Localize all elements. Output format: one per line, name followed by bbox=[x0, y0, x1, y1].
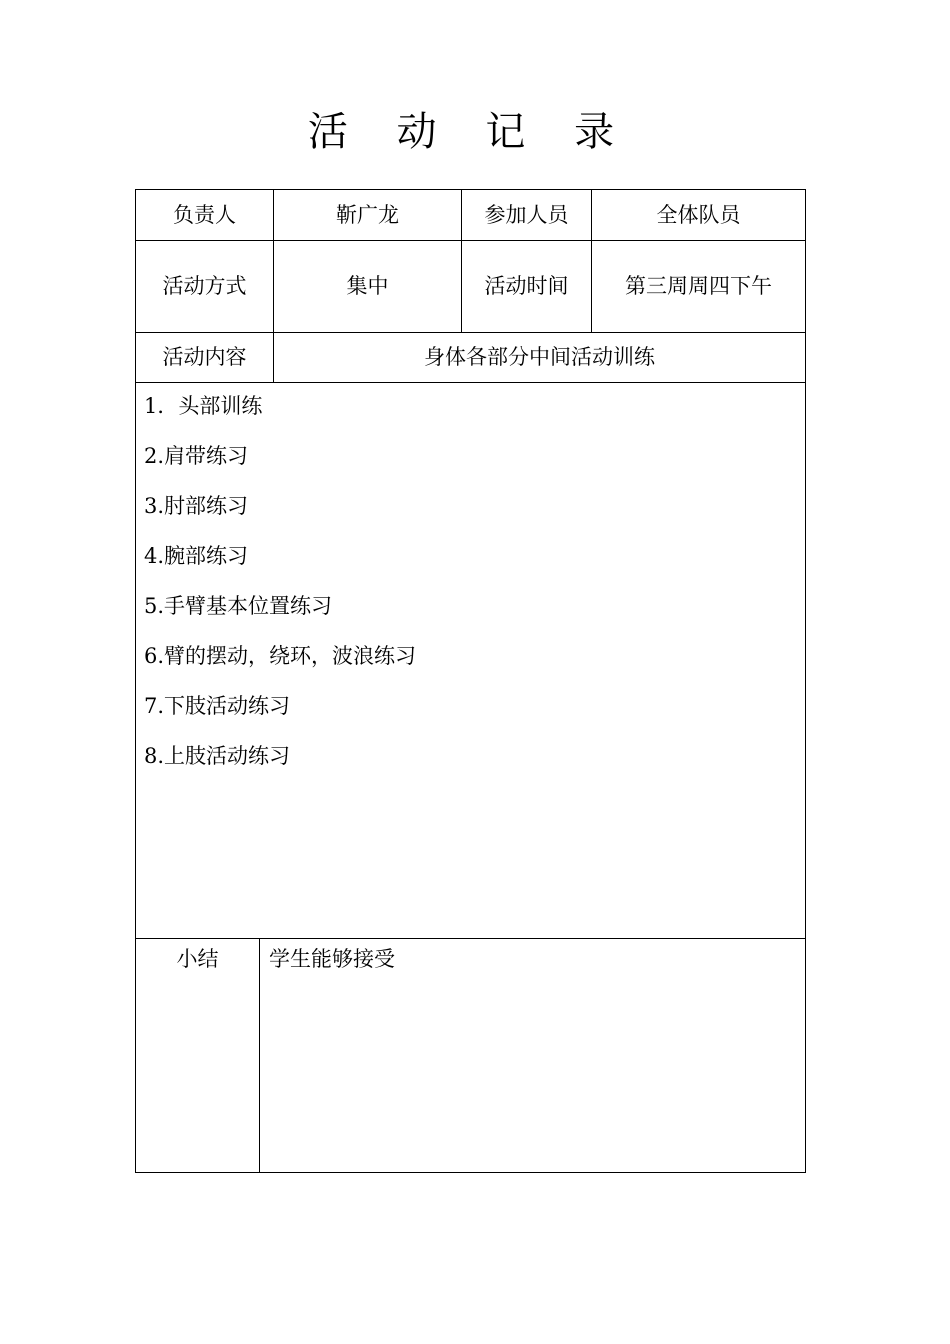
leader-label: 负责人 bbox=[135, 189, 274, 241]
list-item: 6.臂的摆动，绕环，波浪练习 bbox=[144, 644, 417, 668]
list-item: 5.手臂基本位置练习 bbox=[144, 594, 333, 618]
list-item: 3.肘部练习 bbox=[144, 494, 249, 518]
content-label: 活动内容 bbox=[135, 332, 274, 383]
list-item: 4.腕部练习 bbox=[144, 544, 249, 568]
list-item: 1．头部训练 bbox=[144, 394, 263, 418]
content-list bbox=[135, 382, 806, 939]
time-label: 活动时间 bbox=[461, 240, 592, 333]
method-label: 活动方式 bbox=[135, 240, 274, 333]
summary-text: 学生能够接受 bbox=[259, 938, 806, 1173]
list-item: 7.下肢活动练习 bbox=[144, 694, 291, 718]
list-item: 8.上肢活动练习 bbox=[144, 744, 291, 768]
page-title: 活 动 记 录 bbox=[307, 109, 633, 155]
leader-value: 靳广龙 bbox=[273, 189, 462, 241]
method-value: 集中 bbox=[273, 240, 462, 333]
time-value: 第三周周四下午 bbox=[591, 240, 806, 333]
list-item: 2.肩带练习 bbox=[144, 444, 249, 468]
participants-value: 全体队员 bbox=[591, 189, 806, 241]
content-value: 身体各部分中间活动训练 bbox=[273, 332, 806, 383]
participants-label: 参加人员 bbox=[461, 189, 592, 241]
summary-label: 小结 bbox=[135, 938, 260, 1173]
